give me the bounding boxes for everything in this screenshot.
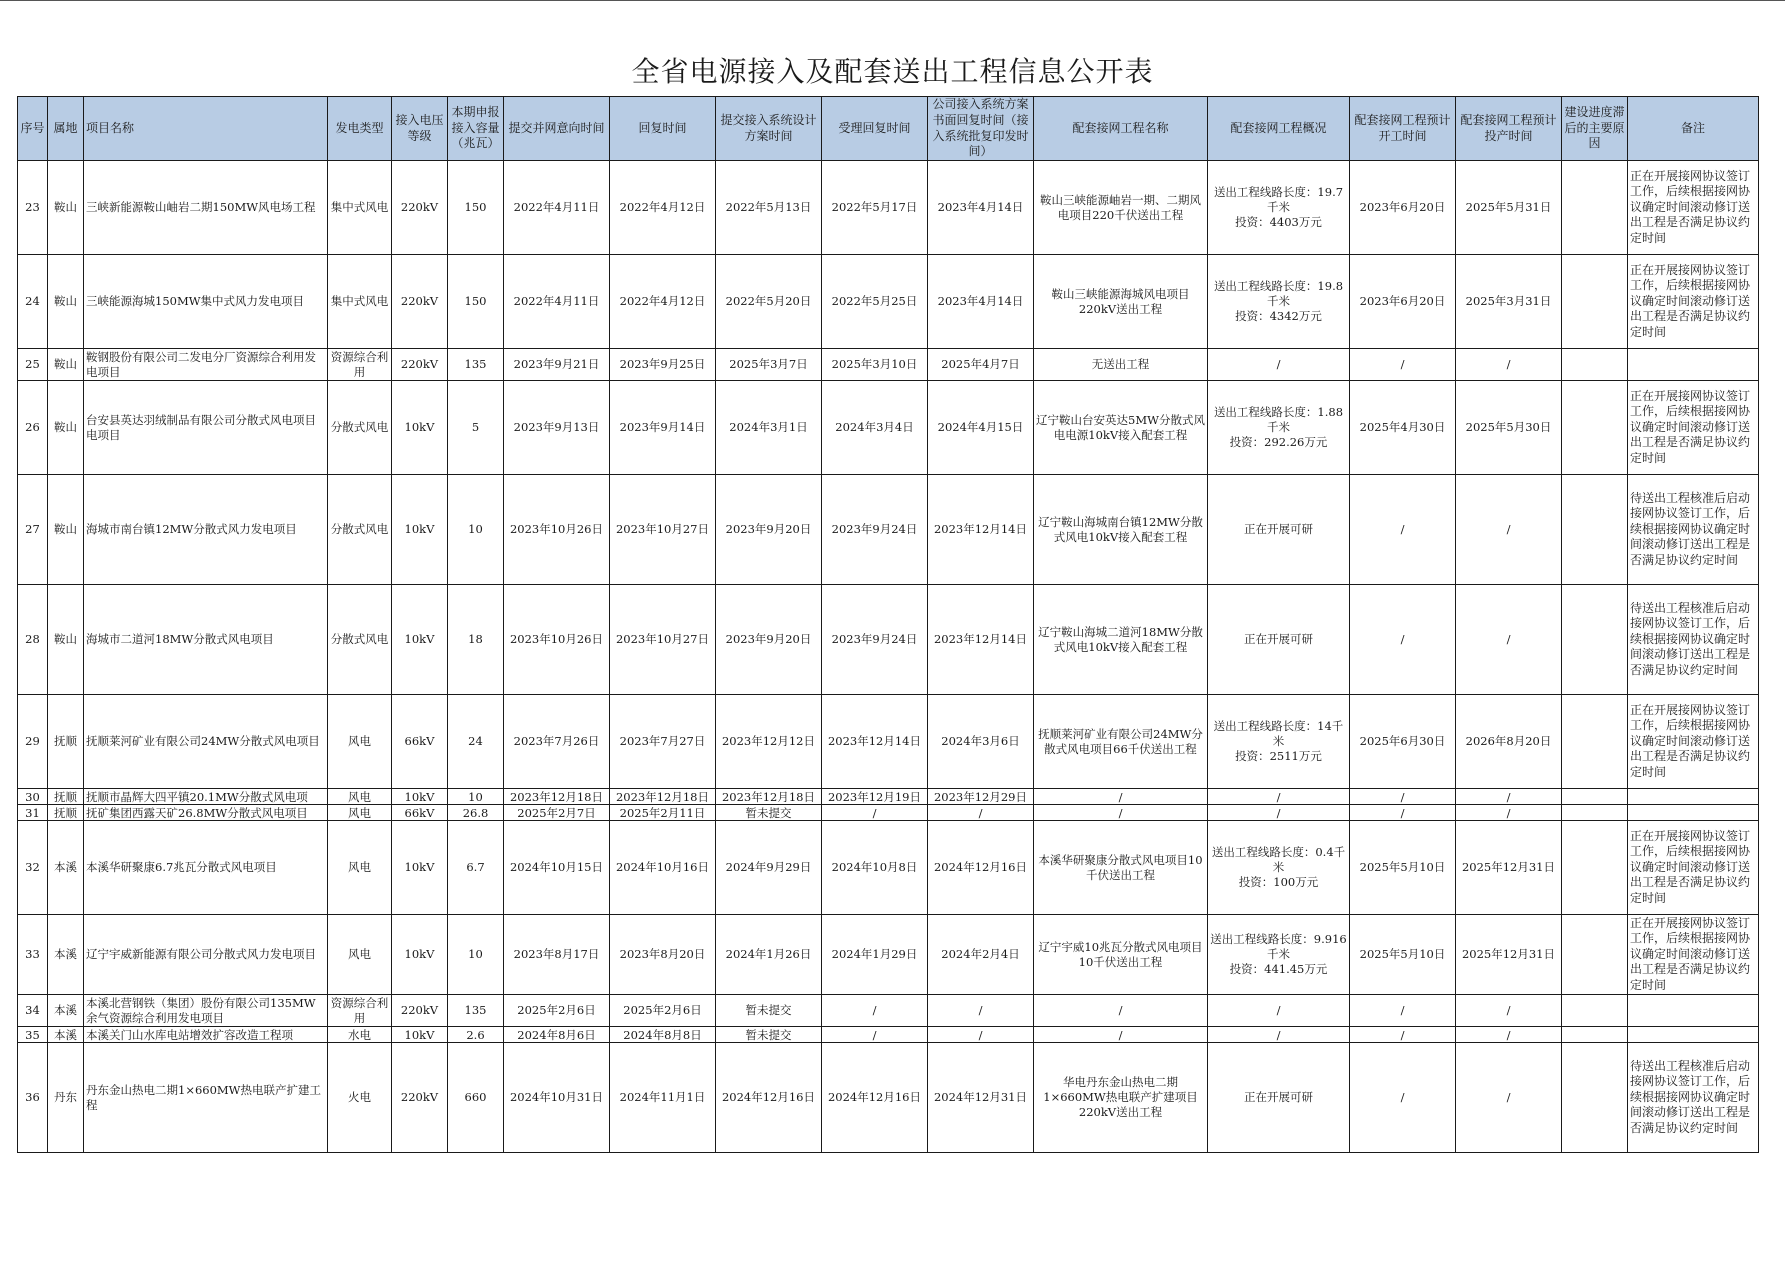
cell-overview: / <box>1208 349 1350 381</box>
cell-start: / <box>1350 1027 1456 1043</box>
cell-approval-date: 2025年4月7日 <box>928 349 1034 381</box>
cell-project: 本溪华研聚康6.7兆瓦分散式风电项目 <box>84 821 328 915</box>
cell-grid-project: / <box>1034 805 1208 821</box>
cell-start: 2025年4月30日 <box>1350 381 1456 475</box>
cell-operation: / <box>1456 475 1562 585</box>
cell-delay <box>1562 789 1628 805</box>
cell-start: / <box>1350 789 1456 805</box>
cell-voltage: 10kV <box>392 475 448 585</box>
cell-intent-date: 2023年8月17日 <box>504 915 610 995</box>
cell-accept-date: / <box>822 805 928 821</box>
table-row <box>18 255 1759 349</box>
cell-intent-date: 2023年9月13日 <box>504 381 610 475</box>
cell-reply-date: 2023年10月27日 <box>610 475 716 585</box>
cell-accept-date: 2022年5月17日 <box>822 161 928 255</box>
cell-region: 抚顺 <box>48 695 84 789</box>
cell-reply-date: 2023年9月14日 <box>610 381 716 475</box>
cell-start: 2023年6月20日 <box>1350 255 1456 349</box>
cell-grid-project: 鞍山三峡能源岫岩一期、二期风电项目220千伏送出工程 <box>1034 161 1208 255</box>
cell-voltage: 220kV <box>392 349 448 381</box>
cell-design-date: 2022年5月13日 <box>716 161 822 255</box>
cell-accept-date: 2024年10月8日 <box>822 821 928 915</box>
cell-grid-project: / <box>1034 995 1208 1027</box>
header-delay: 建设进度滞后的主要原因 <box>1562 97 1628 161</box>
cell-design-date: 暂未提交 <box>716 995 822 1027</box>
cell-approval-date: 2024年12月31日 <box>928 1043 1034 1153</box>
cell-type: 风电 <box>328 915 392 995</box>
cell-overview: 送出工程线路长度：19.8千米 投资：4342万元 <box>1208 255 1350 349</box>
table-row <box>18 585 1759 695</box>
cell-no: 33 <box>18 915 48 995</box>
cell-operation: 2025年5月30日 <box>1456 381 1562 475</box>
cell-capacity: 10 <box>448 475 504 585</box>
cell-voltage: 10kV <box>392 915 448 995</box>
cell-grid-project: 华电丹东金山热电二期1×660MW热电联产扩建项目220kV送出工程 <box>1034 1043 1208 1153</box>
cell-approval-date: 2023年4月14日 <box>928 161 1034 255</box>
cell-voltage: 66kV <box>392 695 448 789</box>
cell-project: 辽宁宇威新能源有限公司分散式风力发电项目 <box>84 915 328 995</box>
cell-region: 鞍山 <box>48 255 84 349</box>
cell-delay <box>1562 381 1628 475</box>
cell-design-date: 2024年12月16日 <box>716 1043 822 1153</box>
cell-no: 23 <box>18 161 48 255</box>
cell-region: 抚顺 <box>48 789 84 805</box>
cell-operation: 2025年12月31日 <box>1456 821 1562 915</box>
cell-overview: / <box>1208 805 1350 821</box>
cell-delay <box>1562 255 1628 349</box>
cell-overview: / <box>1208 1027 1350 1043</box>
cell-capacity: 2.6 <box>448 1027 504 1043</box>
cell-type: 资源综合利用 <box>328 995 392 1027</box>
cell-approval-date: 2024年2月4日 <box>928 915 1034 995</box>
cell-design-date: 2023年9月20日 <box>716 475 822 585</box>
cell-accept-date: 2024年3月4日 <box>822 381 928 475</box>
cell-voltage: 220kV <box>392 995 448 1027</box>
cell-region: 本溪 <box>48 915 84 995</box>
cell-accept-date: 2023年9月24日 <box>822 585 928 695</box>
cell-start: / <box>1350 349 1456 381</box>
cell-note: 正在开展接网协议签订工作，后续根据接网协议确定时间滚动修订送出工程是否满足协议约定时间 <box>1628 695 1759 789</box>
cell-operation: / <box>1456 349 1562 381</box>
cell-capacity: 26.8 <box>448 805 504 821</box>
cell-design-date: 2024年3月1日 <box>716 381 822 475</box>
cell-project: 三峡能源海城150MW集中式风力发电项目 <box>84 255 328 349</box>
cell-design-date: 2024年1月26日 <box>716 915 822 995</box>
cell-accept-date: 2023年12月14日 <box>822 695 928 789</box>
cell-operation: / <box>1456 805 1562 821</box>
cell-design-date: 暂未提交 <box>716 1027 822 1043</box>
cell-overview: 送出工程线路长度：0.4千米 投资：100万元 <box>1208 821 1350 915</box>
cell-grid-project: 辽宁鞍山海城二道河18MW分散式风电10kV接入配套工程 <box>1034 585 1208 695</box>
cell-start: / <box>1350 805 1456 821</box>
cell-delay <box>1562 995 1628 1027</box>
cell-approval-date: / <box>928 805 1034 821</box>
cell-accept-date: 2023年9月24日 <box>822 475 928 585</box>
cell-reply-date: 2023年9月25日 <box>610 349 716 381</box>
cell-start: / <box>1350 475 1456 585</box>
cell-reply-date: 2023年12月18日 <box>610 789 716 805</box>
cell-design-date: 2024年9月29日 <box>716 821 822 915</box>
cell-operation: 2025年3月31日 <box>1456 255 1562 349</box>
cell-start: / <box>1350 585 1456 695</box>
cell-voltage: 10kV <box>392 821 448 915</box>
header-overview: 配套接网工程概况 <box>1208 97 1350 161</box>
cell-capacity: 660 <box>448 1043 504 1153</box>
cell-reply-date: 2024年8月8日 <box>610 1027 716 1043</box>
cell-operation: / <box>1456 995 1562 1027</box>
cell-project: 本溪北营钢铁（集团）股份有限公司135MW余气资源综合利用发电项目 <box>84 995 328 1027</box>
cell-project: 台安县英达羽绒制品有限公司分散式风电项目电项目 <box>84 381 328 475</box>
cell-intent-date: 2022年4月11日 <box>504 255 610 349</box>
cell-no: 27 <box>18 475 48 585</box>
cell-reply-date: 2023年8月20日 <box>610 915 716 995</box>
table-row <box>18 695 1759 789</box>
cell-approval-date: 2024年12月16日 <box>928 821 1034 915</box>
cell-no: 34 <box>18 995 48 1027</box>
cell-type: 风电 <box>328 789 392 805</box>
cell-type: 风电 <box>328 805 392 821</box>
table-row <box>18 381 1759 475</box>
cell-region: 丹东 <box>48 1043 84 1153</box>
header-region: 属地 <box>48 97 84 161</box>
cell-capacity: 24 <box>448 695 504 789</box>
cell-operation: / <box>1456 585 1562 695</box>
cell-intent-date: 2022年4月11日 <box>504 161 610 255</box>
cell-reply-date: 2022年4月12日 <box>610 255 716 349</box>
cell-grid-project: 辽宁鞍山海城南台镇12MW分散式风电10kV接入配套工程 <box>1034 475 1208 585</box>
cell-capacity: 5 <box>448 381 504 475</box>
cell-region: 本溪 <box>48 1027 84 1043</box>
cell-overview: 送出工程线路长度：19.7千米 投资：4403万元 <box>1208 161 1350 255</box>
cell-intent-date: 2025年2月6日 <box>504 995 610 1027</box>
cell-overview: 送出工程线路长度：9.916千米 投资：441.45万元 <box>1208 915 1350 995</box>
cell-type: 分散式风电 <box>328 475 392 585</box>
header-start: 配套接网工程预计开工时间 <box>1350 97 1456 161</box>
cell-approval-date: 2023年12月29日 <box>928 789 1034 805</box>
cell-no: 26 <box>18 381 48 475</box>
table-row <box>18 349 1759 381</box>
table-header-row <box>18 97 1759 161</box>
cell-approval-date: 2023年12月14日 <box>928 475 1034 585</box>
cell-accept-date: / <box>822 1027 928 1043</box>
cell-accept-date: 2025年3月10日 <box>822 349 928 381</box>
header-intent-date: 提交并网意向时间 <box>504 97 610 161</box>
cell-voltage: 10kV <box>392 789 448 805</box>
cell-region: 鞍山 <box>48 381 84 475</box>
cell-operation: 2025年5月31日 <box>1456 161 1562 255</box>
cell-approval-date: / <box>928 1027 1034 1043</box>
header-note: 备注 <box>1628 97 1759 161</box>
table-row <box>18 805 1759 821</box>
cell-accept-date: 2022年5月25日 <box>822 255 928 349</box>
header-no: 序号 <box>18 97 48 161</box>
cell-overview: 正在开展可研 <box>1208 1043 1350 1153</box>
cell-start: / <box>1350 1043 1456 1153</box>
cell-note <box>1628 1027 1759 1043</box>
cell-type: 火电 <box>328 1043 392 1153</box>
header-operation: 配套接网工程预计投产时间 <box>1456 97 1562 161</box>
table-row <box>18 161 1759 255</box>
cell-capacity: 150 <box>448 255 504 349</box>
cell-capacity: 6.7 <box>448 821 504 915</box>
cell-type: 集中式风电 <box>328 161 392 255</box>
cell-grid-project: 辽宁宇威10兆瓦分散式风电项目10千伏送出工程 <box>1034 915 1208 995</box>
cell-delay <box>1562 1027 1628 1043</box>
cell-grid-project: 本溪华研聚康分散式风电项目10千伏送出工程 <box>1034 821 1208 915</box>
cell-capacity: 10 <box>448 915 504 995</box>
cell-start: 2023年6月20日 <box>1350 161 1456 255</box>
cell-design-date: 2025年3月7日 <box>716 349 822 381</box>
cell-delay <box>1562 821 1628 915</box>
cell-note <box>1628 995 1759 1027</box>
cell-note: 正在开展接网协议签订工作，后续根据接网协议确定时间滚动修订送出工程是否满足协议约定时间 <box>1628 255 1759 349</box>
cell-overview: 正在开展可研 <box>1208 475 1350 585</box>
cell-intent-date: 2023年10月26日 <box>504 585 610 695</box>
cell-project: 本溪关门山水库电站增效扩容改造工程项 <box>84 1027 328 1043</box>
top-border-line <box>0 0 1785 1</box>
cell-intent-date: 2023年7月26日 <box>504 695 610 789</box>
cell-operation: / <box>1456 1043 1562 1153</box>
cell-note: 正在开展接网协议签订工作，后续根据接网协议确定时间滚动修订送出工程是否满足协议约定时间 <box>1628 161 1759 255</box>
cell-voltage: 220kV <box>392 161 448 255</box>
header-accept-date: 受理回复时间 <box>822 97 928 161</box>
cell-delay <box>1562 585 1628 695</box>
cell-project: 抚顺莱河矿业有限公司24MW分散式风电项目 <box>84 695 328 789</box>
header-voltage: 接入电压等级 <box>392 97 448 161</box>
cell-type: 集中式风电 <box>328 255 392 349</box>
cell-capacity: 150 <box>448 161 504 255</box>
cell-reply-date: 2025年2月6日 <box>610 995 716 1027</box>
cell-no: 32 <box>18 821 48 915</box>
cell-region: 鞍山 <box>48 161 84 255</box>
cell-project: 三峡新能源鞍山岫岩二期150MW风电场工程 <box>84 161 328 255</box>
table-row <box>18 821 1759 915</box>
cell-region: 鞍山 <box>48 349 84 381</box>
header-grid-project: 配套接网工程名称 <box>1034 97 1208 161</box>
cell-intent-date: 2024年8月6日 <box>504 1027 610 1043</box>
cell-design-date: 2023年12月12日 <box>716 695 822 789</box>
cell-voltage: 10kV <box>392 381 448 475</box>
cell-approval-date: 2024年4月15日 <box>928 381 1034 475</box>
cell-start: 2025年6月30日 <box>1350 695 1456 789</box>
cell-note: 正在开展接网协议签订工作，后续根据接网协议确定时间滚动修订送出工程是否满足协议约定时间 <box>1628 381 1759 475</box>
cell-project: 抚矿集团西露天矿26.8MW分散式风电项目 <box>84 805 328 821</box>
cell-intent-date: 2024年10月31日 <box>504 1043 610 1153</box>
header-capacity: 本期申报接入容量（兆瓦） <box>448 97 504 161</box>
cell-note: 待送出工程核准后启动接网协议签订工作，后续根据接网协议确定时间滚动修订送出工程是否满足协议约定时间 <box>1628 585 1759 695</box>
cell-voltage: 220kV <box>392 255 448 349</box>
cell-type: 分散式风电 <box>328 585 392 695</box>
cell-region: 鞍山 <box>48 475 84 585</box>
cell-project: 海城市南台镇12MW分散式风力发电项目 <box>84 475 328 585</box>
cell-delay <box>1562 475 1628 585</box>
table-row <box>18 1027 1759 1043</box>
cell-reply-date: 2024年10月16日 <box>610 821 716 915</box>
cell-operation: / <box>1456 1027 1562 1043</box>
header-project: 项目名称 <box>84 97 328 161</box>
cell-start: 2025年5月10日 <box>1350 915 1456 995</box>
cell-no: 24 <box>18 255 48 349</box>
header-type: 发电类型 <box>328 97 392 161</box>
cell-approval-date: 2024年3月6日 <box>928 695 1034 789</box>
cell-intent-date: 2025年2月7日 <box>504 805 610 821</box>
cell-overview: 正在开展可研 <box>1208 585 1350 695</box>
cell-type: 风电 <box>328 695 392 789</box>
cell-delay <box>1562 161 1628 255</box>
cell-reply-date: 2023年10月27日 <box>610 585 716 695</box>
cell-grid-project: 抚顺莱河矿业有限公司24MW分散式风电项目66千伏送出工程 <box>1034 695 1208 789</box>
cell-design-date: 2022年5月20日 <box>716 255 822 349</box>
table-row <box>18 789 1759 805</box>
cell-note: 正在开展接网协议签订工作，后续根据接网协议确定时间滚动修订送出工程是否满足协议约定时间 <box>1628 821 1759 915</box>
cell-note <box>1628 805 1759 821</box>
cell-design-date: 暂未提交 <box>716 805 822 821</box>
cell-no: 28 <box>18 585 48 695</box>
cell-grid-project: 无送出工程 <box>1034 349 1208 381</box>
cell-type: 分散式风电 <box>328 381 392 475</box>
cell-voltage: 10kV <box>392 585 448 695</box>
cell-accept-date: 2024年1月29日 <box>822 915 928 995</box>
cell-delay <box>1562 915 1628 995</box>
table-row <box>18 475 1759 585</box>
cell-capacity: 135 <box>448 995 504 1027</box>
cell-delay <box>1562 805 1628 821</box>
cell-region: 本溪 <box>48 995 84 1027</box>
cell-delay <box>1562 349 1628 381</box>
table-row <box>18 1043 1759 1153</box>
cell-grid-project: / <box>1034 789 1208 805</box>
cell-design-date: 2023年12月18日 <box>716 789 822 805</box>
cell-start: / <box>1350 995 1456 1027</box>
cell-reply-date: 2023年7月27日 <box>610 695 716 789</box>
cell-overview: / <box>1208 789 1350 805</box>
cell-note <box>1628 789 1759 805</box>
cell-no: 29 <box>18 695 48 789</box>
cell-project: 鞍钢股份有限公司二发电分厂资源综合利用发电项目 <box>84 349 328 381</box>
cell-type: 风电 <box>328 821 392 915</box>
table-row <box>18 915 1759 995</box>
cell-design-date: 2023年9月20日 <box>716 585 822 695</box>
cell-project: 海城市二道河18MW分散式风电项目 <box>84 585 328 695</box>
cell-no: 25 <box>18 349 48 381</box>
cell-operation: 2026年8月20日 <box>1456 695 1562 789</box>
cell-overview: 送出工程线路长度：14千米 投资：2511万元 <box>1208 695 1350 789</box>
cell-intent-date: 2023年12月18日 <box>504 789 610 805</box>
table-row <box>18 995 1759 1027</box>
cell-reply-date: 2025年2月11日 <box>610 805 716 821</box>
cell-start: 2025年5月10日 <box>1350 821 1456 915</box>
cell-note: 待送出工程核准后启动接网协议签订工作，后续根据接网协议确定时间滚动修订送出工程是否满足协议约定时间 <box>1628 1043 1759 1153</box>
cell-approval-date: 2023年12月14日 <box>928 585 1034 695</box>
cell-approval-date: 2023年4月14日 <box>928 255 1034 349</box>
cell-accept-date: 2024年12月16日 <box>822 1043 928 1153</box>
cell-reply-date: 2024年11月1日 <box>610 1043 716 1153</box>
cell-operation: 2025年12月31日 <box>1456 915 1562 995</box>
cell-intent-date: 2023年9月21日 <box>504 349 610 381</box>
cell-no: 36 <box>18 1043 48 1153</box>
cell-no: 30 <box>18 789 48 805</box>
cell-delay <box>1562 695 1628 789</box>
power-access-table <box>17 96 1759 1153</box>
cell-capacity: 18 <box>448 585 504 695</box>
cell-intent-date: 2023年10月26日 <box>504 475 610 585</box>
cell-type: 资源综合利用 <box>328 349 392 381</box>
cell-operation: / <box>1456 789 1562 805</box>
header-reply-date: 回复时间 <box>610 97 716 161</box>
cell-no: 31 <box>18 805 48 821</box>
cell-approval-date: / <box>928 995 1034 1027</box>
cell-voltage: 66kV <box>392 805 448 821</box>
cell-voltage: 10kV <box>392 1027 448 1043</box>
cell-note <box>1628 349 1759 381</box>
cell-voltage: 220kV <box>392 1043 448 1153</box>
cell-overview: 送出工程线路长度：1.88千米 投资：292.26万元 <box>1208 381 1350 475</box>
page-title: 全省电源接入及配套送出工程信息公开表 <box>631 55 1154 88</box>
cell-intent-date: 2024年10月15日 <box>504 821 610 915</box>
cell-grid-project: / <box>1034 1027 1208 1043</box>
cell-project: 抚顺市晶辉大四平镇20.1MW分散式风电项 <box>84 789 328 805</box>
cell-project: 丹东金山热电二期1×660MW热电联产扩建工程 <box>84 1043 328 1153</box>
cell-reply-date: 2022年4月12日 <box>610 161 716 255</box>
cell-grid-project: 辽宁鞍山台安英达5MW分散式风电电源10kV接入配套工程 <box>1034 381 1208 475</box>
cell-capacity: 10 <box>448 789 504 805</box>
cell-accept-date: 2023年12月19日 <box>822 789 928 805</box>
header-approval-date: 公司接入系统方案书面回复时间（接入系统批复印发时间） <box>928 97 1034 161</box>
cell-region: 鞍山 <box>48 585 84 695</box>
cell-delay <box>1562 1043 1628 1153</box>
cell-note: 待送出工程核准后启动接网协议签订工作，后续根据接网协议确定时间滚动修订送出工程是否满足协议约定时间 <box>1628 475 1759 585</box>
cell-overview: / <box>1208 995 1350 1027</box>
cell-accept-date: / <box>822 995 928 1027</box>
cell-no: 35 <box>18 1027 48 1043</box>
cell-type: 水电 <box>328 1027 392 1043</box>
cell-capacity: 135 <box>448 349 504 381</box>
cell-note: 正在开展接网协议签订工作，后续根据接网协议确定时间滚动修订送出工程是否满足协议约定时间 <box>1628 915 1759 995</box>
cell-region: 本溪 <box>48 821 84 915</box>
cell-grid-project: 鞍山三峡能源海城风电项目220kV送出工程 <box>1034 255 1208 349</box>
cell-region: 抚顺 <box>48 805 84 821</box>
header-design-date: 提交接入系统设计方案时间 <box>716 97 822 161</box>
